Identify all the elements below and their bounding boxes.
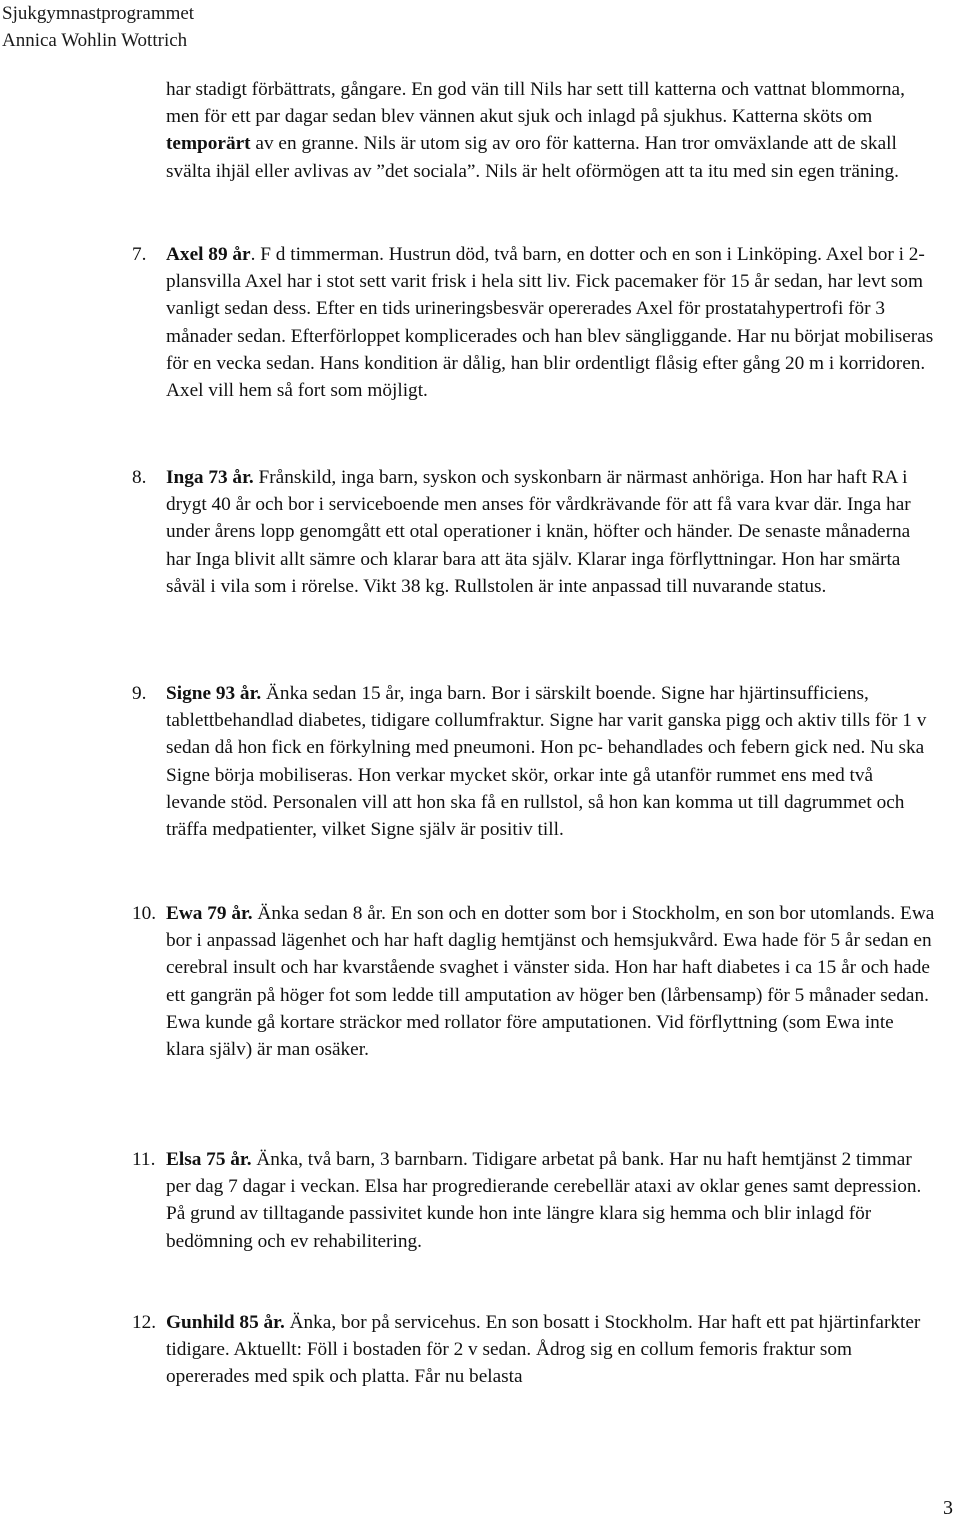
item-number: 9. xyxy=(132,683,147,704)
item-number: 7. xyxy=(132,244,147,265)
program-name: Sjukgymnastprogrammet xyxy=(2,3,195,24)
intro-bold-word: temporärt xyxy=(166,133,251,155)
patient-name: Inga 73 år. xyxy=(166,467,254,488)
patient-description: Änka, bor på servicehus. En son bosatt i Stockholm. Har haft ett pat hjärtinfarkter tidigare. Aktuellt: Föll i bostaden för 2 v sedan. Ådrog sig en collum femoris fraktur som opererades med spik och platta. Får nu belasta xyxy=(166,1312,921,1388)
intro-paragraph xyxy=(166,76,936,185)
patient-description: Änka sedan 15 år, inga barn. Bor i särskilt boende. Signe har hjärtinsufficiens, tablettbehandlad diabetes, tidigare collumfraktur. Signe har varit ganska pigg och aktiv tills för 1 v sedan då hon fick en förkylning med pneumoni. Hon pc- behandlades och febern gick ned. Nu ska Signe börja mobiliseras. Hon verkar mycket skör, orkar inte gå utanför rummet ens med två levande stöd. Personalen vill att hon ska få en rullstol, så hon kan komma ut till dagrummet och träffa medpatienter, vilket Signe själv är positiv till. xyxy=(166,683,927,841)
item-number: 11. xyxy=(132,1149,156,1170)
page-header xyxy=(2,0,194,54)
author-name: Annica Wohlin Wottrich xyxy=(2,30,188,51)
patient-name: Elsa 75 år. xyxy=(166,1149,252,1170)
item-number: 12. xyxy=(132,1312,157,1333)
item-number: 10. xyxy=(132,903,157,924)
patient-description: . F d timmerman. Hustrun död, två barn, en dotter och en son i Linköping. Axel bor i 2-plansvilla Axel har i stot sett varit frisk i hela sitt liv. Fick pacemaker för 15 år sedan, har levt som vanligt sedan dess. Efter en tids urineringsbesvär opererades Axel för prostatahypertrofi för 3 månader sedan. Efterförloppet komplicerades och han blev sängliggande. Har nu börjat mobiliseras för en vecka sedan. Hans kondition är dålig, han blir ordentligt flåsig efter gång 20 m i korridoren. Axel vill hem så fort som möjligt. xyxy=(166,244,934,402)
patient-name: Signe 93 år. xyxy=(166,683,262,704)
intro-text-part2: av en granne. Nils är utom sig av oro för katterna. Han tror omväxlande att de skall svälta ihjäl eller avlivas av ”det sociala”. Nils är helt oförmögen att ta itu med sin egen träning. xyxy=(166,133,899,182)
patient-name: Gunhild 85 år. xyxy=(166,1312,285,1333)
patient-name: Ewa 79 år. xyxy=(166,903,253,924)
patient-description: Änka, två barn, 3 barnbarn. Tidigare arbetat på bank. Har nu haft hemtjänst 2 timmar per dag 7 dagar i veckan. Elsa har progredierande cerebellär ataxi av oklar genes samt depression. På grund av tilltagande passivitet kunde hon inte längre klara sig hemma och blir inlagd för bedömning och ev rehabilitering. xyxy=(166,1149,922,1252)
item-number: 8. xyxy=(132,467,147,488)
intro-text-part1: har stadigt förbättrats, gångare. En god vän till Nils har sett till katterna och vattnat blommorna, men för ett par dagar sedan blev vännen akut sjuk och inlagd på sjukhus. Katterna sköts om xyxy=(166,79,905,128)
patient-description: Änka sedan 8 år. En son och en dotter som bor i Stockholm, en son bor utomlands. Ewa bor i anpassad lägenhet och har haft daglig hemtjänst och hemsjukvård. Ewa hade för 5 år sedan en cerebral insult och har kvarstående svaghet i vänster sida. Hon har haft diabetes i ca 15 år och hade ett gangrän på höger fot som ledde till amputation av höger ben (lårbensamp) för 5 månader sedan. Ewa kunde gå kortare sträckor med rollator före amputationen. Vid förflyttning (som Ewa inte klara själv) är man osäker. xyxy=(166,903,935,1061)
page-number: 3 xyxy=(943,1497,953,1519)
patient-description: Frånskild, inga barn, syskon och syskonbarn är närmast anhöriga. Hon har haft RA i drygt 40 år och bor i serviceboende men anses för vårdkrävande för att få vara kvar där. Inga har under årens lopp genomgått ett otal operationer i knän, höfter och händer. De senaste månaderna har Inga blivit allt sämre och klarar bara att äta själv. Klarar inga förflyttningar. Hon har smärta såväl i vila som i rörelse. Vikt 38 kg. Rullstolen är inte anpassad till nuvarande status. xyxy=(166,467,911,597)
patient-name: Axel 89 år xyxy=(166,244,251,265)
